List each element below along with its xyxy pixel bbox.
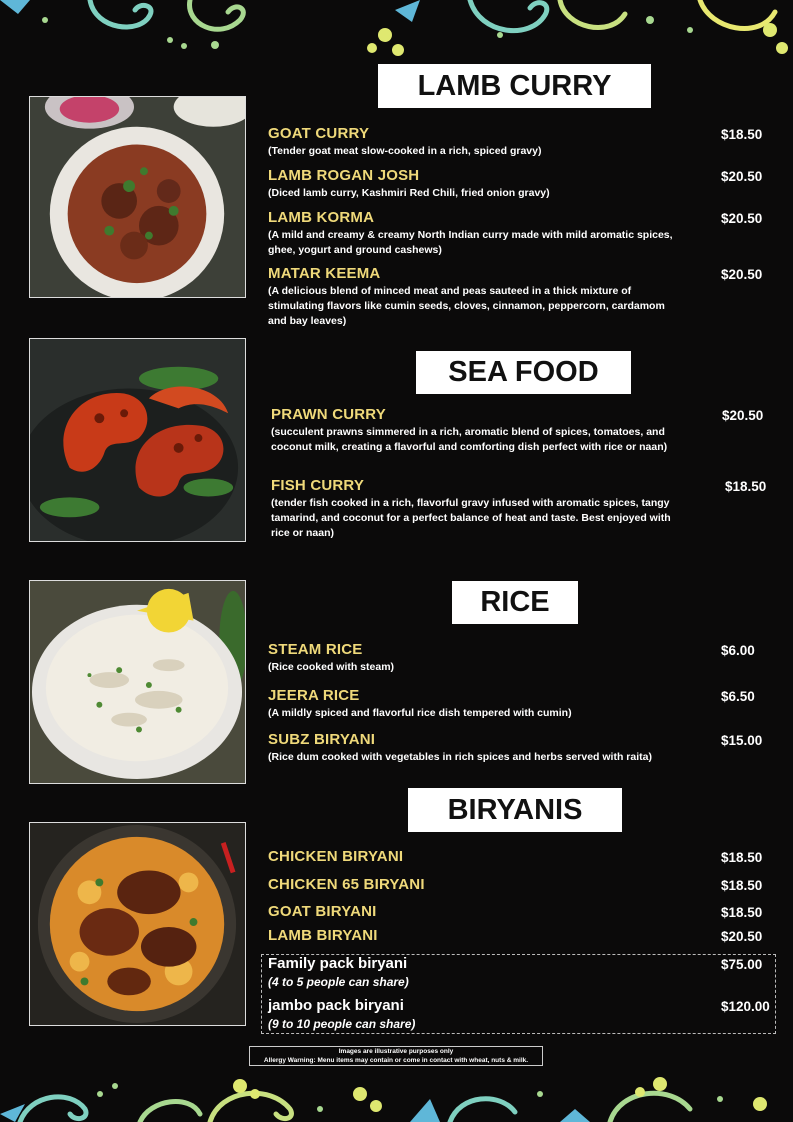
menu-item bbox=[268, 903, 698, 921]
menu-item bbox=[268, 209, 678, 258]
item-name: JEERA RICE bbox=[268, 687, 360, 704]
pack-servings: (4 to 5 people can share) bbox=[268, 975, 409, 989]
floral-border-bottom bbox=[0, 1064, 793, 1122]
pack-servings: (9 to 10 people can share) bbox=[268, 1017, 416, 1031]
item-name: FISH CURRY bbox=[271, 477, 365, 494]
item-price: $120.00 bbox=[721, 999, 770, 1014]
item-price: $20.50 bbox=[721, 211, 763, 226]
menu-item bbox=[268, 731, 718, 765]
item-price: $18.50 bbox=[721, 905, 763, 920]
item-name: GOAT CURRY bbox=[268, 125, 370, 142]
item-description: (A delicious blend of minced meat and peas sauteed in a thick mixture of stimulating flavors like cumin seeds, cloves, cinnamon, peppercorn, cardamom and bay leaves) bbox=[268, 285, 665, 327]
item-description: (Tender goat meat slow-cooked in a rich, spiced gravy) bbox=[268, 145, 542, 157]
menu-item bbox=[268, 876, 698, 894]
menu-item bbox=[268, 641, 698, 675]
allergy-warning bbox=[249, 1046, 543, 1066]
item-price: $20.50 bbox=[722, 408, 764, 423]
family-pack-item bbox=[268, 955, 698, 989]
menu-item bbox=[268, 125, 698, 159]
jambo-pack-item bbox=[268, 997, 698, 1031]
item-name: LAMB KORMA bbox=[268, 209, 375, 226]
prawn-photo bbox=[29, 338, 246, 542]
item-description: (A mildly spiced and flavorful rice dish tempered with cumin) bbox=[268, 707, 572, 719]
item-name: SUBZ BIRYANI bbox=[268, 731, 376, 748]
item-price: $6.50 bbox=[721, 689, 755, 704]
item-price: $20.50 bbox=[721, 929, 763, 944]
section-title-biryanis: BIRYANIS bbox=[408, 788, 622, 832]
item-name: STEAM RICE bbox=[268, 641, 363, 658]
rice-photo bbox=[29, 580, 246, 784]
item-price: $75.00 bbox=[721, 957, 763, 972]
section-title-rice: RICE bbox=[452, 581, 578, 624]
item-price: $18.50 bbox=[721, 878, 763, 893]
pack-name: jambo pack biryani bbox=[268, 997, 404, 1014]
menu-item bbox=[271, 406, 671, 455]
allergy-note: Allergy Warning: Menu items may contain or come in contact with wheat, nuts & milk. bbox=[263, 1056, 529, 1064]
menu-item bbox=[268, 927, 698, 945]
pack-name: Family pack biryani bbox=[268, 955, 408, 972]
item-price: $6.00 bbox=[721, 643, 755, 658]
item-name: LAMB ROGAN JOSH bbox=[268, 167, 420, 184]
lamb-curry-photo bbox=[29, 96, 246, 298]
item-name: MATAR KEEMA bbox=[268, 265, 381, 282]
item-price: $18.50 bbox=[721, 127, 763, 142]
item-name: GOAT BIRYANI bbox=[268, 903, 377, 920]
illustrative-note: Images are illustrative purposes only bbox=[338, 1048, 454, 1055]
section-title-sea-food: SEA FOOD bbox=[416, 351, 631, 394]
item-price: $18.50 bbox=[725, 479, 767, 494]
section-title-lamb-curry: LAMB CURRY bbox=[378, 64, 651, 108]
item-description: (Diced lamb curry, Kashmiri Red Chili, fried onion gravy) bbox=[268, 187, 550, 199]
menu-item bbox=[268, 848, 698, 866]
menu-item bbox=[271, 477, 681, 541]
item-price: $20.50 bbox=[721, 169, 763, 184]
item-description: (tender fish cooked in a rich, flavorful gravy infused with aromatic spices, tangy tamarind, and coconut for a perfect balance of heat and taste. Best enjoyed with rice or naan) bbox=[271, 497, 671, 539]
item-price: $20.50 bbox=[721, 267, 763, 282]
item-description: (A mild and creamy & creamy North Indian curry made with mild aromatic spices, ghee, yogurt and ground cashews) bbox=[268, 229, 673, 256]
item-name: LAMB BIRYANI bbox=[268, 927, 378, 944]
item-name: CHICKEN BIRYANI bbox=[268, 848, 404, 865]
floral-border-top bbox=[0, 0, 793, 62]
item-name: PRAWN CURRY bbox=[271, 406, 386, 423]
item-price: $18.50 bbox=[721, 850, 763, 865]
menu-item bbox=[268, 687, 698, 721]
item-name: CHICKEN 65 BIRYANI bbox=[268, 876, 425, 893]
item-description: (succulent prawns simmered in a rich, aromatic blend of spices, tomatoes, and coconut milk, creating a flavorful and comforting dish perfect with rice or naan) bbox=[271, 426, 668, 453]
item-description: (Rice dum cooked with vegetables in rich spices and herbs served with raita) bbox=[268, 751, 652, 763]
menu-item bbox=[268, 265, 668, 329]
biryani-photo bbox=[29, 822, 246, 1026]
item-description: (Rice cooked with steam) bbox=[268, 661, 395, 673]
item-price: $15.00 bbox=[721, 733, 763, 748]
menu-item bbox=[268, 167, 698, 201]
